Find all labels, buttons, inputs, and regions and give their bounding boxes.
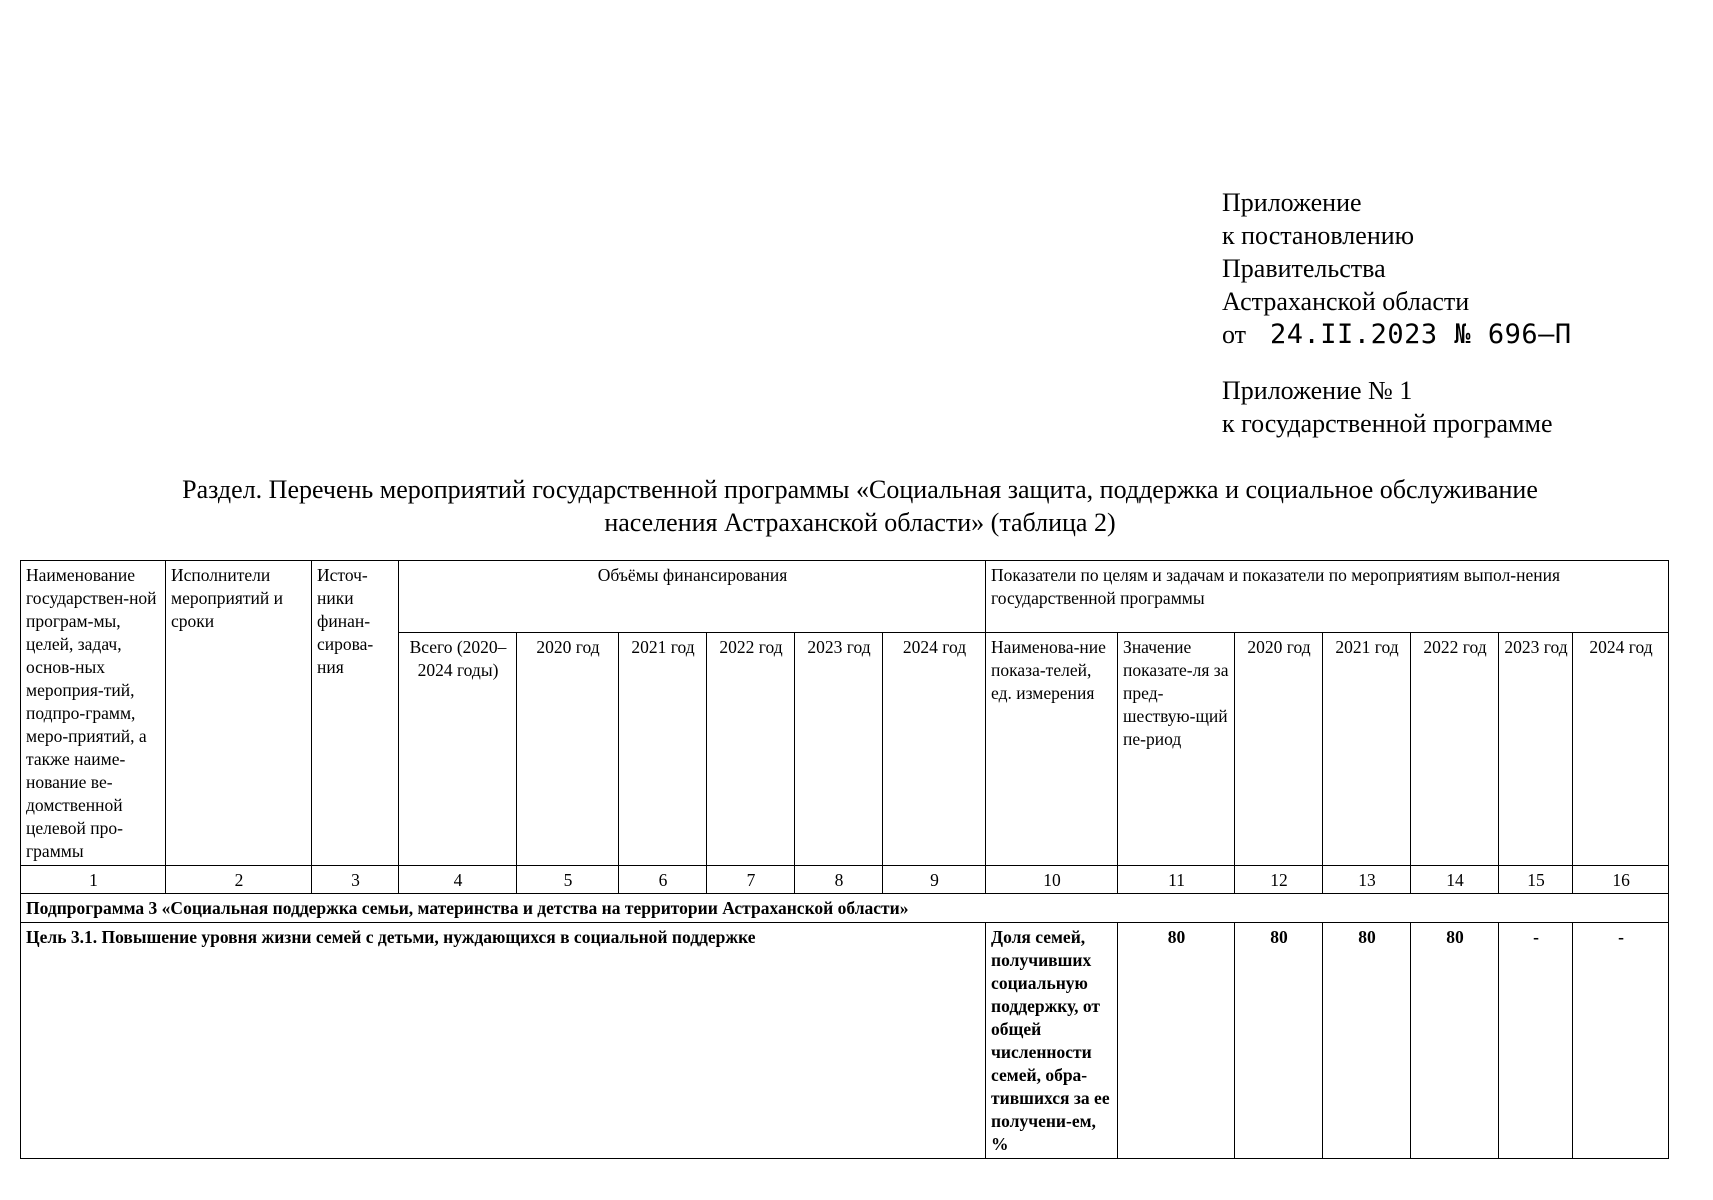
header-sources: Источ-ники финан-сирова-ния [312,561,399,866]
header-name: Наименование государствен-ной програм-мы, целей, задач, основ-ных мероприя-тий, подпро-грамм, меро-приятий, а также наиме-нование ве-домственной целевой про-граммы [21,561,166,866]
header-ind-2022: 2022 год [1411,633,1499,866]
program-measures-table [20,560,1669,1159]
column-number: 14 [1411,866,1499,894]
header-indicator-prev: Значение показате-ля за пред-шествую-щий пе-риод [1118,633,1235,866]
goal-value-2024: - [1573,923,1669,1159]
header-executors: Исполнители мероприятий и сроки [166,561,312,866]
column-number: 2 [166,866,312,894]
header-ind-2024: 2024 год [1573,633,1669,866]
column-number: 16 [1573,866,1669,894]
appendix-block [1222,186,1572,440]
column-number: 3 [312,866,399,894]
goal-text: Цель 3.1. Повышение уровня жизни семей с детьми, нуждающихся в социальной поддержке [21,923,986,1159]
goal-value-2022: 80 [1411,923,1499,1159]
column-number: 8 [795,866,883,894]
header-fund-2021: 2021 год [619,633,707,866]
header-total: Всего (2020–2024 годы) [399,633,517,866]
column-numbers-row [21,866,1669,894]
goal-value-2020: 80 [1235,923,1323,1159]
annex-line: Приложение № 1 [1222,376,1413,405]
subprogram-row [21,894,1669,923]
header-fund-2024: 2024 год [883,633,986,866]
header-indicator-name: Наименова-ние показа-телей, ед. измерения [986,633,1118,866]
column-number: 10 [986,866,1118,894]
header-ind-2023: 2023 год [1499,633,1573,866]
header-fund-2023: 2023 год [795,633,883,866]
header-ind-2021: 2021 год [1323,633,1411,866]
column-number: 9 [883,866,986,894]
section-title-line1: Раздел. Перечень мероприятий государственной программы «Социальная защита, поддержка и социальное обслуживание [182,475,1538,504]
goal-value-2021: 80 [1323,923,1411,1159]
goal-value-prev: 80 [1118,923,1235,1159]
column-number: 7 [707,866,795,894]
header-indicators: Показатели по целям и задачам и показатели по мероприятиям выпол-нения государственной программы [986,561,1669,633]
decree-date-line [1222,318,1572,351]
appendix-line: Приложение [1222,188,1362,217]
header-fund-2022: 2022 год [707,633,795,866]
decree-date-stamp: 24.II.2023 № 696–П [1270,319,1572,350]
appendix-line: Правительства [1222,254,1386,283]
column-number: 6 [619,866,707,894]
header-funding: Объёмы финансирования [399,561,986,633]
goal-indicator: Доля семей, получивших социальную поддержку, от общей численности семей, обра-тившихся за ее получени-ем, % [986,923,1118,1159]
goal-value-2023: - [1499,923,1573,1159]
column-number: 13 [1323,866,1411,894]
goal-row [21,923,1669,1159]
column-number: 1 [21,866,166,894]
header-ind-2020: 2020 год [1235,633,1323,866]
subprogram-title: Подпрограмма 3 «Социальная поддержка семьи, материнства и детства на территории Астраханской области» [21,894,1669,923]
column-number: 4 [399,866,517,894]
header-fund-2020: 2020 год [517,633,619,866]
column-number: 15 [1499,866,1573,894]
annex-line: к государственной программе [1222,409,1553,438]
column-number: 11 [1118,866,1235,894]
appendix-line: к постановлению [1222,221,1415,250]
column-number: 5 [517,866,619,894]
date-prefix: от [1222,320,1247,349]
column-number: 12 [1235,866,1323,894]
section-title [60,473,1660,539]
appendix-line: Астраханской области [1222,287,1470,316]
section-title-line2: населения Астраханской области» (таблица 2) [604,508,1116,537]
